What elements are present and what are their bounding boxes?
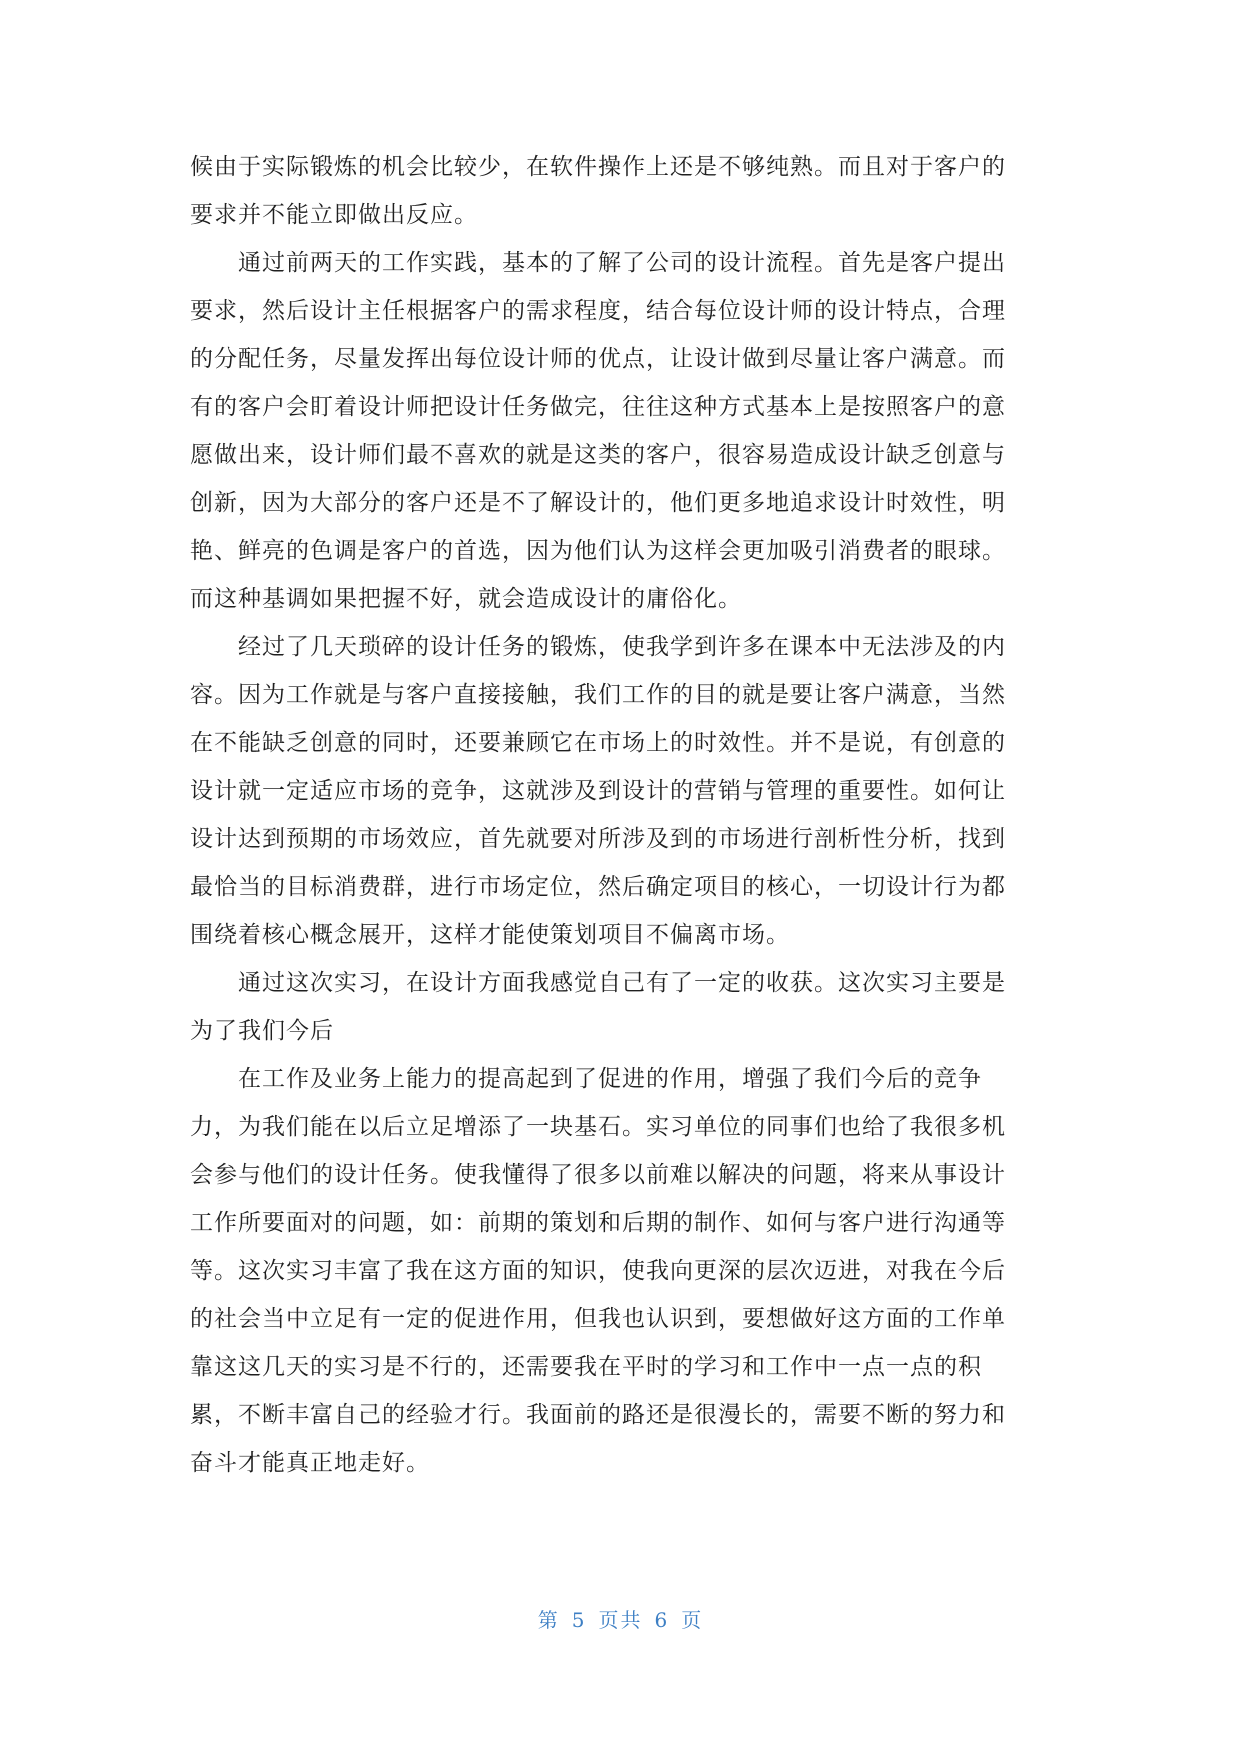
total-page-number: 6 — [654, 1608, 670, 1632]
text-line: 要求，然后设计主任根据客户的需求程度，结合每位设计师的设计特点，合理 — [190, 298, 1006, 324]
text-line: 有的客户会盯着设计师把设计任务做完，往往这种方式基本上是按照客户的意 — [190, 394, 1006, 420]
text-line: 容。因为工作就是与客户直接接触，我们工作的目的就是要让客户满意，当然 — [190, 682, 1006, 708]
text-line: 而这种基调如果把握不好，就会造成设计的庸俗化。 — [190, 586, 742, 612]
text-line: 会参与他们的设计任务。使我懂得了很多以前难以解决的问题，将来从事设计 — [190, 1162, 1006, 1188]
text-line: 候由于实际锻炼的机会比较少，在软件操作上还是不够纯熟。而且对于客户的 — [190, 154, 1006, 180]
text-line: 等。这次实习丰富了我在这方面的知识，使我向更深的层次迈进，对我在今后 — [190, 1258, 1006, 1284]
text-line: 力，为我们能在以后立足增添了一块基石。实习单位的同事们也给了我很多机 — [190, 1114, 1006, 1140]
text-line: 最恰当的目标消费群，进行市场定位，然后确定项目的核心，一切设计行为都 — [190, 874, 1006, 900]
paragraph-start-line: 通过前两天的工作实践，基本的了解了公司的设计流程。首先是客户提出 — [238, 250, 1006, 276]
text-line: 为了我们今后 — [190, 1018, 334, 1044]
text-line: 的社会当中立足有一定的促进作用，但我也认识到，要想做好这方面的工作单 — [190, 1306, 1006, 1332]
text-line: 靠这这几天的实习是不行的，还需要我在平时的学习和工作中一点一点的积 — [190, 1354, 982, 1380]
footer-middle: 页共 — [598, 1608, 643, 1632]
paragraph-start-line: 通过这次实习，在设计方面我感觉自己有了一定的收获。这次实习主要是 — [238, 970, 1006, 996]
text-line: 艳、鲜亮的色调是客户的首选，因为他们认为这样会更加吸引消费者的眼球。 — [190, 538, 1006, 564]
text-line: 要求并不能立即做出反应。 — [190, 202, 478, 228]
footer-prefix: 第 — [537, 1608, 560, 1632]
text-line: 设计达到预期的市场效应，首先就要对所涉及到的市场进行剖析性分析，找到 — [190, 826, 1006, 852]
text-line: 围绕着核心概念展开，这样才能使策划项目不偏离市场。 — [190, 922, 790, 948]
paragraph-start-line: 经过了几天琐碎的设计任务的锻炼，使我学到许多在课本中无法涉及的内 — [238, 634, 1006, 660]
text-line: 愿做出来，设计师们最不喜欢的就是这类的客户，很容易造成设计缺乏创意与 — [190, 442, 1006, 468]
text-line: 在不能缺乏创意的同时，还要兼顾它在市场上的时效性。并不是说，有创意的 — [190, 730, 1006, 756]
footer-suffix: 页 — [681, 1608, 704, 1632]
text-line: 的分配任务，尽量发挥出每位设计师的优点，让设计做到尽量让客户满意。而 — [190, 346, 1006, 372]
page-footer — [0, 1607, 1241, 1633]
text-line: 奋斗才能真正地走好。 — [190, 1450, 430, 1476]
paragraph-start-line: 在工作及业务上能力的提高起到了促进的作用，增强了我们今后的竞争 — [238, 1066, 982, 1092]
text-line: 设计就一定适应市场的竞争，这就涉及到设计的营销与管理的重要性。如何让 — [190, 778, 1006, 804]
text-line: 工作所要面对的问题，如：前期的策划和后期的制作、如何与客户进行沟通等 — [190, 1210, 1006, 1236]
current-page-number: 5 — [571, 1608, 587, 1632]
text-line: 累，不断丰富自己的经验才行。我面前的路还是很漫长的，需要不断的努力和 — [190, 1402, 1006, 1428]
text-line: 创新，因为大部分的客户还是不了解设计的，他们更多地追求设计时效性，明 — [190, 490, 1006, 516]
